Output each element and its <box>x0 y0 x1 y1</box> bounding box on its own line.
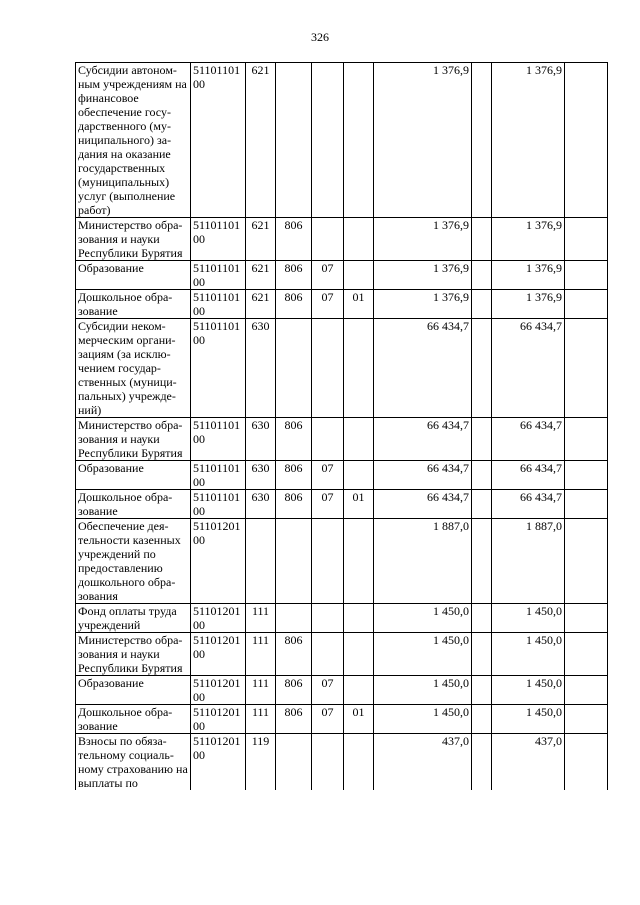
row-code: 5110110100 <box>191 319 246 418</box>
row-vr: 111 <box>246 604 276 633</box>
row-sum-4 <box>565 604 608 633</box>
row-name: Министерство обра-зования и науки Республики Бурятия <box>76 418 191 461</box>
row-rz: 07 <box>312 290 344 319</box>
row-rz <box>312 218 344 261</box>
row-sum-1: 66 434,7 <box>374 490 472 519</box>
row-vr <box>246 519 276 604</box>
row-rz: 07 <box>312 705 344 734</box>
row-sum-4 <box>565 461 608 490</box>
table-row <box>76 319 608 418</box>
table-row <box>76 676 608 705</box>
row-grbs: 806 <box>276 705 312 734</box>
row-code: 5110120100 <box>191 604 246 633</box>
row-name: Министерство обра-зования и науки Республики Бурятия <box>76 218 191 261</box>
row-sum-3: 437,0 <box>492 734 565 791</box>
row-sum-4 <box>565 676 608 705</box>
row-sum-3: 66 434,7 <box>492 319 565 418</box>
row-sum-4 <box>565 261 608 290</box>
row-vr: 630 <box>246 319 276 418</box>
row-sum-1: 66 434,7 <box>374 461 472 490</box>
row-sum-1: 1 450,0 <box>374 633 472 676</box>
row-pr <box>344 63 374 218</box>
row-sum-3: 1 450,0 <box>492 633 565 676</box>
row-vr: 111 <box>246 633 276 676</box>
table-row <box>76 461 608 490</box>
row-rz: 07 <box>312 490 344 519</box>
row-pr <box>344 461 374 490</box>
row-grbs <box>276 519 312 604</box>
row-code: 5110110100 <box>191 490 246 519</box>
row-rz: 07 <box>312 676 344 705</box>
row-sum-2 <box>472 218 492 261</box>
row-name: Субсидии неком-мерческим органи-зациям (за исклю-чением государ-ственных (муници-пальных) учрежде-ний) <box>76 319 191 418</box>
row-code: 5110110100 <box>191 261 246 290</box>
row-code: 5110120100 <box>191 676 246 705</box>
row-pr: 01 <box>344 705 374 734</box>
table-row <box>76 63 608 218</box>
row-rz: 07 <box>312 261 344 290</box>
row-pr <box>344 519 374 604</box>
row-sum-2 <box>472 604 492 633</box>
row-name: Министерство обра-зования и науки Республики Бурятия <box>76 633 191 676</box>
row-name: Субсидии автоном-ным учреждениям на финансовое обеспечение госу-дарственного (му-ниципального) за-дания на оказание государственных (муниципальных) услуг (выполнение работ) <box>76 63 191 218</box>
row-sum-2 <box>472 676 492 705</box>
row-sum-4 <box>565 418 608 461</box>
row-rz <box>312 319 344 418</box>
row-rz <box>312 519 344 604</box>
row-sum-2 <box>472 705 492 734</box>
row-name: Дошкольное обра-зование <box>76 290 191 319</box>
row-grbs: 806 <box>276 490 312 519</box>
row-grbs <box>276 63 312 218</box>
row-name: Дошкольное обра-зование <box>76 705 191 734</box>
row-vr: 621 <box>246 261 276 290</box>
row-pr: 01 <box>344 290 374 319</box>
row-vr: 119 <box>246 734 276 791</box>
table-row <box>76 705 608 734</box>
row-sum-2 <box>472 734 492 791</box>
row-sum-3: 1 450,0 <box>492 604 565 633</box>
row-sum-3: 66 434,7 <box>492 490 565 519</box>
table-row <box>76 290 608 319</box>
row-code: 5110110100 <box>191 461 246 490</box>
row-code: 5110120100 <box>191 705 246 734</box>
row-code: 5110120100 <box>191 734 246 791</box>
row-grbs: 806 <box>276 461 312 490</box>
row-name: Образование <box>76 676 191 705</box>
row-vr: 111 <box>246 705 276 734</box>
row-name: Образование <box>76 461 191 490</box>
row-name: Дошкольное обра-зование <box>76 490 191 519</box>
table-row <box>76 218 608 261</box>
row-rz <box>312 633 344 676</box>
row-sum-2 <box>472 461 492 490</box>
row-sum-4 <box>565 519 608 604</box>
row-vr: 621 <box>246 218 276 261</box>
row-pr: 01 <box>344 490 374 519</box>
row-code: 5110120100 <box>191 519 246 604</box>
row-grbs: 806 <box>276 418 312 461</box>
row-sum-1: 1 376,9 <box>374 218 472 261</box>
row-grbs <box>276 319 312 418</box>
row-grbs <box>276 604 312 633</box>
row-code: 5110110100 <box>191 218 246 261</box>
row-sum-3: 66 434,7 <box>492 418 565 461</box>
row-sum-2 <box>472 319 492 418</box>
row-sum-2 <box>472 63 492 218</box>
table-row <box>76 261 608 290</box>
row-sum-3: 1 450,0 <box>492 676 565 705</box>
row-grbs: 806 <box>276 290 312 319</box>
row-sum-4 <box>565 633 608 676</box>
row-sum-2 <box>472 418 492 461</box>
row-name: Взносы по обяза-тельному социаль-ному страхованию на выплаты по <box>76 734 191 791</box>
row-sum-3: 1 376,9 <box>492 261 565 290</box>
row-sum-1: 1 376,9 <box>374 63 472 218</box>
row-sum-4 <box>565 734 608 791</box>
row-code: 5110110100 <box>191 290 246 319</box>
budget-table <box>75 62 608 790</box>
row-sum-1: 1 450,0 <box>374 676 472 705</box>
row-pr <box>344 604 374 633</box>
row-vr: 630 <box>246 461 276 490</box>
table-row <box>76 734 608 791</box>
row-sum-1: 1 450,0 <box>374 604 472 633</box>
row-sum-1: 66 434,7 <box>374 418 472 461</box>
page-number: 326 <box>311 30 329 44</box>
row-pr <box>344 734 374 791</box>
row-pr <box>344 319 374 418</box>
table-row <box>76 490 608 519</box>
row-code: 5110110100 <box>191 418 246 461</box>
row-sum-2 <box>472 519 492 604</box>
row-pr <box>344 633 374 676</box>
row-rz <box>312 734 344 791</box>
row-sum-1: 1 376,9 <box>374 290 472 319</box>
row-sum-2 <box>472 261 492 290</box>
row-sum-4 <box>565 63 608 218</box>
row-code: 5110110100 <box>191 63 246 218</box>
row-sum-2 <box>472 290 492 319</box>
row-sum-4 <box>565 490 608 519</box>
row-rz <box>312 418 344 461</box>
row-grbs: 806 <box>276 261 312 290</box>
row-vr: 630 <box>246 490 276 519</box>
row-pr <box>344 418 374 461</box>
row-sum-3: 1 887,0 <box>492 519 565 604</box>
row-sum-4 <box>565 705 608 734</box>
row-sum-1: 437,0 <box>374 734 472 791</box>
table-row <box>76 519 608 604</box>
row-sum-1: 1 376,9 <box>374 261 472 290</box>
row-grbs: 806 <box>276 676 312 705</box>
row-vr: 621 <box>246 290 276 319</box>
row-grbs: 806 <box>276 633 312 676</box>
row-sum-1: 1 450,0 <box>374 705 472 734</box>
row-sum-3: 1 450,0 <box>492 705 565 734</box>
row-name: Фонд оплаты труда учреждений <box>76 604 191 633</box>
row-grbs <box>276 734 312 791</box>
row-grbs: 806 <box>276 218 312 261</box>
row-sum-3: 1 376,9 <box>492 63 565 218</box>
row-sum-4 <box>565 319 608 418</box>
table-row <box>76 604 608 633</box>
row-pr <box>344 261 374 290</box>
row-rz <box>312 604 344 633</box>
row-sum-4 <box>565 218 608 261</box>
row-rz <box>312 63 344 218</box>
row-code: 5110120100 <box>191 633 246 676</box>
row-sum-2 <box>472 633 492 676</box>
row-sum-3: 1 376,9 <box>492 290 565 319</box>
row-sum-3: 66 434,7 <box>492 461 565 490</box>
table-row <box>76 418 608 461</box>
table-row <box>76 633 608 676</box>
row-name: Образование <box>76 261 191 290</box>
row-sum-1: 66 434,7 <box>374 319 472 418</box>
row-sum-3: 1 376,9 <box>492 218 565 261</box>
row-pr <box>344 218 374 261</box>
row-vr: 111 <box>246 676 276 705</box>
row-vr: 630 <box>246 418 276 461</box>
row-vr: 621 <box>246 63 276 218</box>
row-name: Обеспечение дея-тельности казенных учреждений по предоставлению дошкольного обра-зования <box>76 519 191 604</box>
row-sum-4 <box>565 290 608 319</box>
row-pr <box>344 676 374 705</box>
row-sum-1: 1 887,0 <box>374 519 472 604</box>
row-sum-2 <box>472 490 492 519</box>
row-rz: 07 <box>312 461 344 490</box>
